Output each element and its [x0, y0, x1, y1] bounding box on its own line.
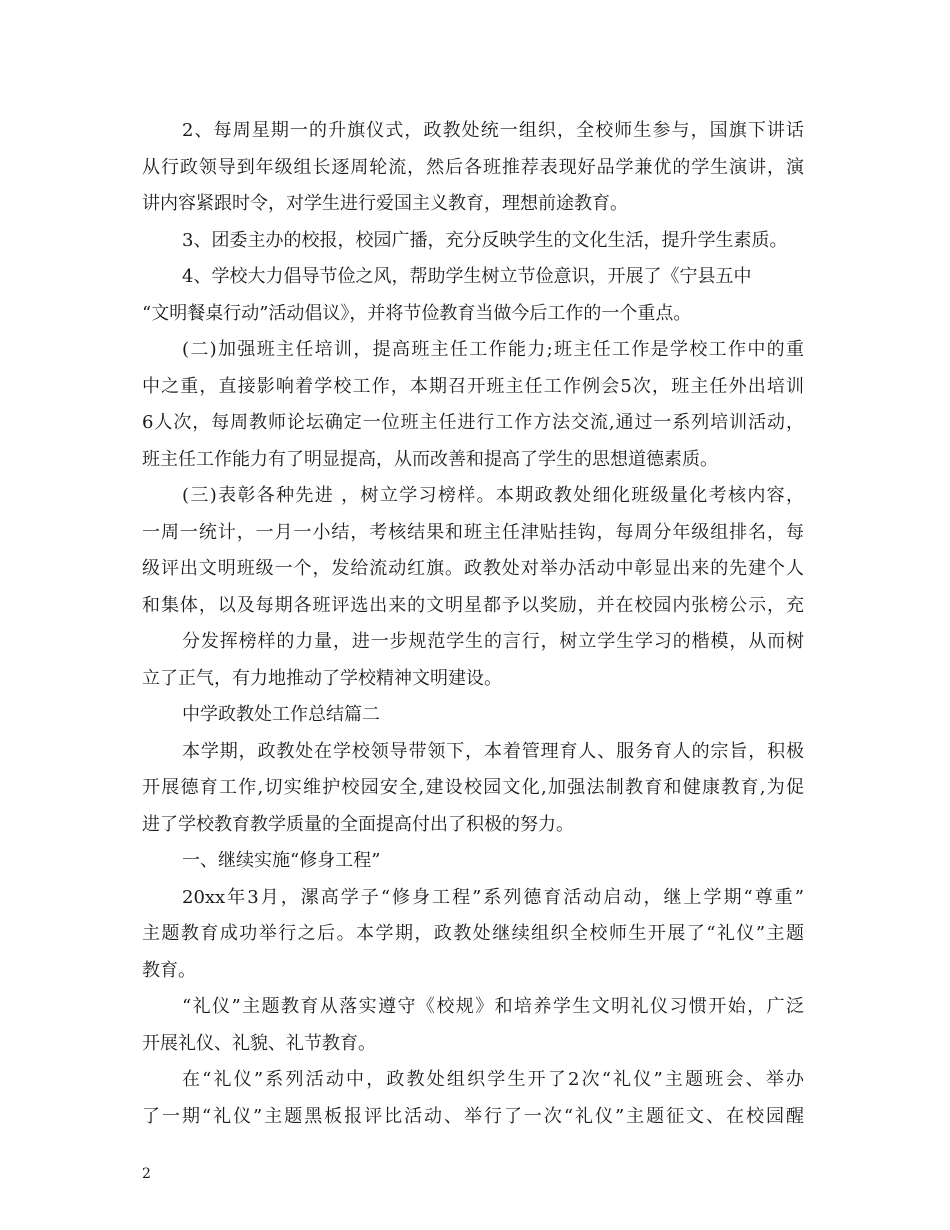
document-body: [142, 113, 804, 1135]
text-line: 了一期“礼仪”主题黑板报评比活动、举行了一次“礼仪”主题征文、在校园醒: [142, 1105, 804, 1127]
text-line: 4、学校大力倡导节俭之风，帮助学生树立节俭意识，开展了《宁县五中: [182, 266, 752, 287]
text-line: 中之重，直接影响着学校工作，本期召开班主任工作例会5次，班主任外出培训: [142, 375, 804, 397]
text-line: 3、团委主办的校报，校园广播，充分反映学生的文化生活，提升学生素质。: [182, 229, 788, 251]
text-line: 主题教育成功举行之后。本学期，政教处继续组织全校师生开展了“礼仪”主题: [142, 923, 804, 944]
text-line: 进了学校教育教学质量的全面提高付出了积极的努力。: [142, 813, 574, 835]
text-line: 开展礼仪、礼貌、礼节教育。: [142, 1032, 376, 1054]
text-line: 20xx年3月，漯高学子“修身工程”系列德育活动启动，继上学期“尊重”: [182, 886, 804, 908]
text-line: 在“礼仪”系列活动中，政教处组织学生开了2次“礼仪”主题班会、举办: [182, 1069, 804, 1090]
text-line: 6人次，每周教师论坛确定一位班主任进行工作方法交流,通过一系列培训活动，: [142, 412, 804, 433]
text-line: 教育。: [142, 959, 196, 981]
text-line: 讲内容紧跟时令，对学生进行爱国主义教育，理想前途教育。: [142, 193, 628, 214]
text-line: 本学期，政教处在学校领导带领下，本着管理育人、服务育人的宗旨，积极: [182, 740, 804, 762]
text-line: 级评出文明班级一个，发给流动红旗。政教处对举办活动中彰显出来的先建个人: [142, 558, 804, 579]
text-line: 中学政教处工作总结篇二: [182, 704, 380, 725]
text-line: 一周一统计，一月一小结，考核结果和班主任津贴挂钩，每周分年级组排名，每: [142, 521, 804, 543]
text-line: (三)表彰各种先进 ，树立学习榜样。本期政教处细化班级量化考核内容，: [182, 485, 804, 506]
text-line: “文明餐桌行动”活动倡议》，并将节俭教育当做今后工作的一个重点。: [142, 302, 692, 324]
text-line: 分发挥榜样的力量，进一步规范学生的言行，树立学生学习的楷模，从而树: [182, 631, 804, 652]
text-line: 班主任工作能力有了明显提高，从而改善和提高了学生的思想道德素质。: [142, 448, 718, 470]
text-line: 从行政领导到年级组长逐周轮流，然后各班推荐表现好品学兼优的学生演讲，演: [142, 156, 804, 178]
text-line: 立了正气，有力地推动了学校精神文明建设。: [142, 667, 502, 689]
text-line: 2、每周星期一的升旗仪式，政教处统一组织，全校师生参与，国旗下讲话: [182, 120, 804, 141]
text-line: (二)加强班主任培训，提高班主任工作能力;班主任工作是学校工作中的重: [182, 339, 804, 360]
text-line: 开展德育工作,切实维护校园安全,建设校园文化,加强法制教育和健康教育,为促: [142, 777, 804, 798]
page-number: 2: [142, 1166, 151, 1182]
text-line: “礼仪”主题教育从落实遵守《校规》和培养学生文明礼仪习惯开始，广泛: [182, 996, 804, 1017]
text-line: 一、继续实施“修身工程”: [182, 850, 381, 871]
text-line: 和集体，以及每期各班评选出来的文明星都予以奖励，并在校园内张榜公示，充: [142, 594, 804, 616]
